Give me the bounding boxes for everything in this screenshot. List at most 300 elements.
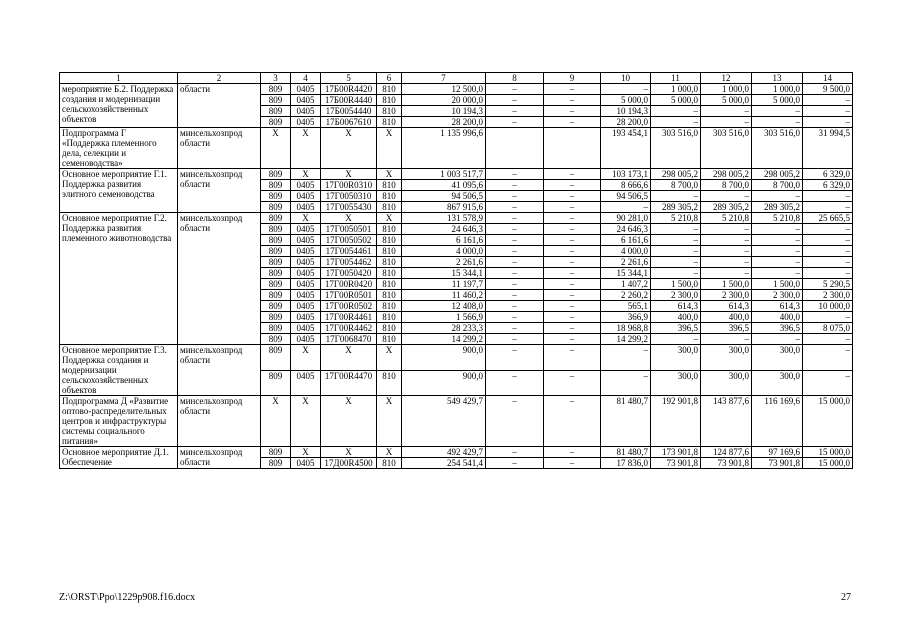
table-cell: 400,0 — [752, 312, 803, 323]
column-header: 1 — [60, 73, 178, 84]
table-cell: 810 — [377, 268, 402, 279]
table-cell: – — [752, 268, 803, 279]
table-cell: – — [486, 345, 544, 371]
table-cell: 193 454,1 — [601, 128, 651, 169]
table-cell: – — [601, 345, 651, 371]
table-cell: 10 194,3 — [402, 106, 486, 117]
table-row — [60, 447, 853, 458]
table-cell: 103 173,1 — [601, 169, 651, 180]
table-cell: 809 — [261, 202, 291, 213]
table-cell: 810 — [377, 279, 402, 290]
table-cell: Х — [377, 345, 402, 371]
table-cell: 17Г00R4462 — [321, 323, 377, 334]
table-cell: – — [803, 224, 853, 235]
table-cell: 8 700,0 — [752, 180, 803, 191]
table-cell: 4 000,0 — [601, 246, 651, 257]
table-cell: – — [601, 202, 651, 213]
table-cell: – — [544, 95, 601, 106]
table-cell: 867 915,6 — [402, 202, 486, 213]
table-cell: 5 000,0 — [752, 95, 803, 106]
table-row — [60, 84, 853, 95]
table-cell: Х — [321, 345, 377, 371]
table-cell: 17Б0067610 — [321, 117, 377, 128]
table-cell: 0405 — [291, 246, 321, 257]
table-cell: – — [803, 191, 853, 202]
table-cell: 809 — [261, 84, 291, 95]
table-cell: – — [544, 301, 601, 312]
executor: минсельхозпрод области — [178, 396, 261, 447]
table-cell: 97 169,6 — [752, 447, 803, 458]
table-cell: 17Г00R4461 — [321, 312, 377, 323]
table-cell: 25 665,5 — [803, 213, 853, 224]
table-cell: 90 281,0 — [601, 213, 651, 224]
table-cell: 289 305,2 — [651, 202, 701, 213]
measure-name: Основное мероприятие Д.1. Обеспечение — [60, 447, 178, 469]
table-cell — [486, 128, 544, 169]
table-cell: Х — [377, 213, 402, 224]
table-cell: 809 — [261, 246, 291, 257]
table-cell: 809 — [261, 290, 291, 301]
table-cell: 1 500,0 — [651, 279, 701, 290]
table-cell: 17Г0068470 — [321, 334, 377, 345]
table-cell: 10 194,3 — [601, 106, 651, 117]
column-header: 5 — [321, 73, 377, 84]
column-header: 13 — [752, 73, 803, 84]
table-cell: 809 — [261, 334, 291, 345]
table-cell: – — [701, 257, 752, 268]
column-header: 11 — [651, 73, 701, 84]
table-cell: – — [544, 257, 601, 268]
table-cell: Х — [321, 213, 377, 224]
table-cell: 1 500,0 — [752, 279, 803, 290]
table-cell: – — [486, 106, 544, 117]
table-cell: 400,0 — [651, 312, 701, 323]
table-cell: 17Г0050502 — [321, 235, 377, 246]
table-cell: 809 — [261, 268, 291, 279]
table-cell: 5 290,5 — [803, 279, 853, 290]
table-cell: 6 329,0 — [803, 169, 853, 180]
table-cell: – — [544, 84, 601, 95]
table-cell: – — [486, 191, 544, 202]
table-cell: 94 506,5 — [402, 191, 486, 202]
column-header: 14 — [803, 73, 853, 84]
table-cell: 809 — [261, 458, 291, 469]
table-cell: – — [486, 312, 544, 323]
table-cell: 900,0 — [402, 345, 486, 371]
table-cell: – — [486, 370, 544, 396]
table-cell: – — [486, 95, 544, 106]
table-cell: 809 — [261, 180, 291, 191]
table-cell: 2 300,0 — [701, 290, 752, 301]
table-cell: 810 — [377, 95, 402, 106]
table-cell: 492 429,7 — [402, 447, 486, 458]
table-cell: 1 566,9 — [402, 312, 486, 323]
table-cell: – — [651, 268, 701, 279]
table-cell: 809 — [261, 213, 291, 224]
table-cell: 614,3 — [651, 301, 701, 312]
table-cell: – — [486, 84, 544, 95]
table-cell: 12 408,0 — [402, 301, 486, 312]
measure-name: Основное мероприятие Г.2. Поддержка развития племенного животноводства — [60, 213, 178, 345]
table-cell: – — [803, 312, 853, 323]
table-cell — [544, 128, 601, 169]
table-cell: 18 968,8 — [601, 323, 651, 334]
table-cell: 810 — [377, 106, 402, 117]
table-cell: 0405 — [291, 95, 321, 106]
table-cell: 81 480,7 — [601, 396, 651, 447]
table-cell: 17Г00R4470 — [321, 370, 377, 396]
table-cell: – — [803, 268, 853, 279]
table-cell: – — [601, 84, 651, 95]
table-cell: 17Г0050501 — [321, 224, 377, 235]
table-cell: – — [486, 323, 544, 334]
table-cell: 28 200,0 — [402, 117, 486, 128]
table-cell: – — [486, 458, 544, 469]
table-cell: – — [803, 334, 853, 345]
table-cell: 73 901,8 — [651, 458, 701, 469]
table-cell: – — [752, 224, 803, 235]
table-cell: 396,5 — [752, 323, 803, 334]
table-cell: – — [803, 106, 853, 117]
table-cell: 17Г00R0501 — [321, 290, 377, 301]
table-cell: – — [486, 334, 544, 345]
table-cell: – — [544, 345, 601, 371]
table-cell: – — [486, 290, 544, 301]
table-cell: – — [752, 106, 803, 117]
table-cell: – — [752, 246, 803, 257]
table-cell: – — [486, 180, 544, 191]
table-cell: – — [544, 447, 601, 458]
executor: минсельхозпрод области — [178, 447, 261, 469]
table-cell: 396,5 — [651, 323, 701, 334]
table-cell: 17Г0054462 — [321, 257, 377, 268]
page-number: 27 — [841, 592, 851, 603]
table-cell: – — [803, 345, 853, 371]
table-cell: – — [544, 191, 601, 202]
table-cell: – — [803, 95, 853, 106]
table-cell: 73 901,8 — [701, 458, 752, 469]
table-cell: 12 500,0 — [402, 84, 486, 95]
table-cell: 9 500,0 — [803, 84, 853, 95]
table-cell: 810 — [377, 246, 402, 257]
table-cell: 143 877,6 — [701, 396, 752, 447]
table-cell: 15 000,0 — [803, 396, 853, 447]
table-cell: 1 500,0 — [701, 279, 752, 290]
table-row — [60, 345, 853, 371]
table-cell: 17Б0054440 — [321, 106, 377, 117]
table-cell: – — [651, 106, 701, 117]
table-cell: – — [651, 235, 701, 246]
table-cell: – — [544, 213, 601, 224]
table-cell: 1 000,0 — [651, 84, 701, 95]
measure-name: Подпрограмма Д «Развитие оптово-распределительных центров и инфраструктуры системы социального питания» — [60, 396, 178, 447]
table-cell: – — [701, 268, 752, 279]
file-path: Z:\ORST\Ppo\1229p908.f16.docx — [59, 592, 196, 603]
table-cell: 810 — [377, 235, 402, 246]
table-cell: – — [651, 117, 701, 128]
table-cell: – — [752, 117, 803, 128]
table-cell: 192 901,8 — [651, 396, 701, 447]
executor: минсельхозпрод области — [178, 345, 261, 396]
column-header: 2 — [178, 73, 261, 84]
table-cell: – — [752, 334, 803, 345]
table-cell: – — [486, 447, 544, 458]
table-cell: 17Г0054461 — [321, 246, 377, 257]
table-cell: 11 197,7 — [402, 279, 486, 290]
table-cell: 0405 — [291, 180, 321, 191]
table-cell: – — [701, 334, 752, 345]
table-cell: 809 — [261, 323, 291, 334]
table-cell: 0405 — [291, 312, 321, 323]
table-row — [60, 169, 853, 180]
table-cell: – — [701, 106, 752, 117]
table-cell: – — [803, 370, 853, 396]
table-cell: – — [486, 246, 544, 257]
table-cell: Х — [261, 128, 291, 169]
table-cell: 0405 — [291, 290, 321, 301]
table-cell: 809 — [261, 257, 291, 268]
table-cell: Х — [291, 169, 321, 180]
table-cell: 254 541,4 — [402, 458, 486, 469]
table-cell: 809 — [261, 447, 291, 458]
table-cell: 810 — [377, 334, 402, 345]
executor: минсельхозпрод области — [178, 169, 261, 213]
table-cell: 17Г0055430 — [321, 202, 377, 213]
table-cell: 8 700,0 — [701, 180, 752, 191]
table-cell: – — [544, 334, 601, 345]
budget-table — [59, 72, 853, 469]
table-cell: 116 169,6 — [752, 396, 803, 447]
table-cell: – — [601, 370, 651, 396]
table-cell: 10 000,0 — [803, 301, 853, 312]
table-cell: Х — [291, 396, 321, 447]
table-cell: 24 646,3 — [601, 224, 651, 235]
table-cell: 809 — [261, 279, 291, 290]
table-cell: 0405 — [291, 257, 321, 268]
table-cell: Х — [377, 128, 402, 169]
table-cell: 810 — [377, 301, 402, 312]
table-cell: 809 — [261, 117, 291, 128]
table-cell: – — [486, 213, 544, 224]
table-cell: 1 407,2 — [601, 279, 651, 290]
column-header: 7 — [402, 73, 486, 84]
table-cell: 11 460,2 — [402, 290, 486, 301]
table-cell: 173 901,8 — [651, 447, 701, 458]
column-header: 6 — [377, 73, 402, 84]
table-cell: 366,9 — [601, 312, 651, 323]
executor: минсельхозпрод области — [178, 213, 261, 345]
table-cell: – — [803, 202, 853, 213]
table-cell: 17Г00R0420 — [321, 279, 377, 290]
table-cell: 0405 — [291, 268, 321, 279]
table-cell: 289 305,2 — [752, 202, 803, 213]
table-cell: Х — [377, 447, 402, 458]
table-cell: – — [544, 202, 601, 213]
column-header-row — [60, 73, 853, 84]
column-header: 9 — [544, 73, 601, 84]
table-cell: – — [651, 334, 701, 345]
table-cell: 300,0 — [651, 370, 701, 396]
table-cell: – — [486, 279, 544, 290]
table-cell: – — [701, 117, 752, 128]
table-cell: 15 344,1 — [601, 268, 651, 279]
table-cell: 0405 — [291, 235, 321, 246]
table-cell: 15 000,0 — [803, 458, 853, 469]
budget-table-page — [59, 72, 852, 469]
table-cell: 810 — [377, 257, 402, 268]
table-cell: 1 003 517,7 — [402, 169, 486, 180]
table-cell: 17Г0050310 — [321, 191, 377, 202]
table-row — [60, 396, 853, 447]
column-header: 10 — [601, 73, 651, 84]
table-cell: 20 000,0 — [402, 95, 486, 106]
table-cell: 17Г00R0502 — [321, 301, 377, 312]
table-cell: 17Д00R4500 — [321, 458, 377, 469]
table-cell: 300,0 — [701, 345, 752, 371]
table-cell: 2 300,0 — [651, 290, 701, 301]
table-cell: – — [701, 246, 752, 257]
table-cell: 810 — [377, 84, 402, 95]
table-cell: 810 — [377, 458, 402, 469]
table-cell: 303 516,0 — [752, 128, 803, 169]
table-cell: 614,3 — [701, 301, 752, 312]
table-cell: 810 — [377, 370, 402, 396]
table-cell: 565,1 — [601, 301, 651, 312]
table-cell: 5 210,8 — [651, 213, 701, 224]
table-cell: 14 299,2 — [601, 334, 651, 345]
table-cell: – — [752, 191, 803, 202]
table-row — [60, 213, 853, 224]
table-cell: – — [803, 117, 853, 128]
table-cell: – — [803, 246, 853, 257]
table-cell: 2 261,6 — [402, 257, 486, 268]
table-cell: 810 — [377, 323, 402, 334]
table-cell: 303 516,0 — [651, 128, 701, 169]
table-cell: 124 877,6 — [701, 447, 752, 458]
table-cell: 300,0 — [701, 370, 752, 396]
table-cell: 809 — [261, 169, 291, 180]
table-cell: 0405 — [291, 301, 321, 312]
column-header: 4 — [291, 73, 321, 84]
measure-name: Основное мероприятие Г.1. Поддержка развития элитного семеноводства — [60, 169, 178, 213]
table-cell: 809 — [261, 345, 291, 371]
table-cell: – — [651, 246, 701, 257]
table-cell: Х — [291, 345, 321, 371]
table-cell: Х — [291, 447, 321, 458]
table-cell: – — [544, 106, 601, 117]
table-cell: Х — [321, 396, 377, 447]
table-cell: – — [544, 268, 601, 279]
table-cell: 614,3 — [752, 301, 803, 312]
table-cell: – — [803, 235, 853, 246]
table-cell: – — [544, 396, 601, 447]
table-cell: – — [544, 180, 601, 191]
table-cell: 810 — [377, 290, 402, 301]
table-cell: 0405 — [291, 117, 321, 128]
table-cell: 810 — [377, 202, 402, 213]
table-cell: – — [486, 117, 544, 128]
table-cell: 809 — [261, 224, 291, 235]
table-cell: – — [486, 235, 544, 246]
table-cell: 5 000,0 — [701, 95, 752, 106]
table-cell: 5 000,0 — [601, 95, 651, 106]
table-cell: 0405 — [291, 191, 321, 202]
table-cell: 400,0 — [701, 312, 752, 323]
executor: области — [178, 84, 261, 128]
table-cell: Х — [321, 128, 377, 169]
table-cell: – — [701, 224, 752, 235]
table-cell: 0405 — [291, 84, 321, 95]
table-cell: – — [544, 235, 601, 246]
table-cell: – — [544, 117, 601, 128]
table-cell: – — [752, 257, 803, 268]
table-cell: 6 329,0 — [803, 180, 853, 191]
table-cell: Х — [321, 169, 377, 180]
table-cell: 8 700,0 — [651, 180, 701, 191]
table-cell: Х — [377, 169, 402, 180]
table-cell: 298 005,2 — [752, 169, 803, 180]
table-cell: 17Г0050420 — [321, 268, 377, 279]
table-cell: – — [486, 202, 544, 213]
table-cell: Х — [377, 396, 402, 447]
table-cell: 809 — [261, 95, 291, 106]
table-cell: – — [486, 257, 544, 268]
table-cell: – — [486, 224, 544, 235]
table-cell: 0405 — [291, 370, 321, 396]
table-cell: 810 — [377, 191, 402, 202]
table-cell: 300,0 — [651, 345, 701, 371]
table-cell: 81 480,7 — [601, 447, 651, 458]
table-cell: 298 005,2 — [701, 169, 752, 180]
table-cell: 298 005,2 — [651, 169, 701, 180]
table-cell: 2 300,0 — [752, 290, 803, 301]
table-cell: – — [544, 312, 601, 323]
table-cell: – — [486, 301, 544, 312]
table-cell: 810 — [377, 312, 402, 323]
table-cell: 1 135 996,6 — [402, 128, 486, 169]
table-cell: – — [701, 235, 752, 246]
table-cell: 300,0 — [752, 370, 803, 396]
table-cell: 809 — [261, 301, 291, 312]
table-cell: 2 261,6 — [601, 257, 651, 268]
table-cell: – — [752, 235, 803, 246]
table-cell: 0405 — [291, 106, 321, 117]
table-cell: 28 233,3 — [402, 323, 486, 334]
table-cell: 15 000,0 — [803, 447, 853, 458]
table-cell: 17Б00R4440 — [321, 95, 377, 106]
executor: минсельхозпрод области — [178, 128, 261, 169]
table-cell: 300,0 — [752, 345, 803, 371]
table-cell: 0405 — [291, 334, 321, 345]
table-cell: 303 516,0 — [701, 128, 752, 169]
table-cell: – — [651, 191, 701, 202]
table-cell: 0405 — [291, 458, 321, 469]
measure-name: Основное мероприятие Г.3. Поддержка создания и модернизации сельскохозяйственных объектов — [60, 345, 178, 396]
table-cell: 131 578,9 — [402, 213, 486, 224]
table-cell: – — [486, 268, 544, 279]
table-cell: 2 300,0 — [803, 290, 853, 301]
table-cell: Х — [261, 396, 291, 447]
table-cell: 5 000,0 — [651, 95, 701, 106]
table-cell: 2 260,2 — [601, 290, 651, 301]
table-cell: – — [651, 257, 701, 268]
table-cell: 41 095,6 — [402, 180, 486, 191]
table-cell: Х — [321, 447, 377, 458]
table-cell: 396,5 — [701, 323, 752, 334]
table-cell: 0405 — [291, 224, 321, 235]
table-cell: 810 — [377, 180, 402, 191]
table-cell: 810 — [377, 117, 402, 128]
